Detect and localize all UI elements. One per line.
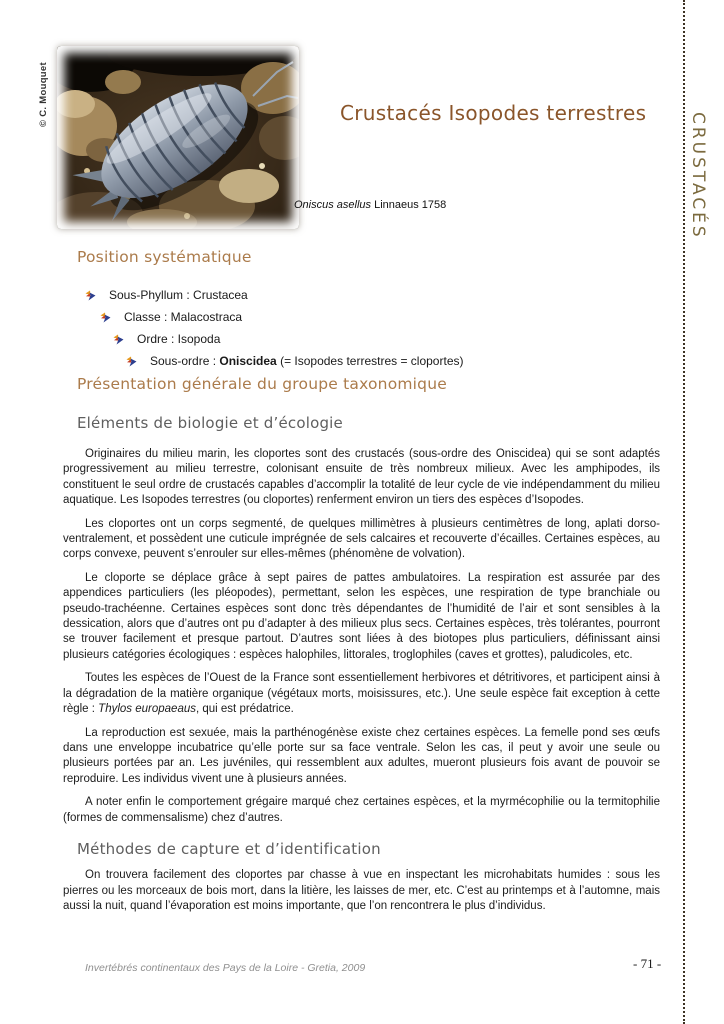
woodlouse-photo-art [57,46,299,229]
paragraph-morphologie: Les cloportes ont un corps segmenté, de quelques millimètres à plusieurs centimètres de long, aplati dorso-ventralement, et possèdent une cuticule imprégnée de sels calcaires et recouverte d’écailles. Certaines espèces, au corps convexe, peuvent s’enrouler sur elles-mêmes (phénomène de volvation). [63,517,660,561]
chapter-side-tab-label: CRUSTACÉS [688,112,708,240]
species-author: Linnaeus 1758 [371,199,447,211]
taxonomy-item-label: Sous-ordre : Oniscidea (= Isopodes terrestres = cloportes) [150,354,464,368]
paragraph-capture: On trouvera facilement des cloportes par chasse à vue en inspectant les microhabitats humides : sous les pierres ou les morceaux de bois mort, dans la litière, les laisses de mer, etc. C’est au printemps et à l’automne, mais aussi la nuit, quand l’évaporation est moins importante, que l’on rencontrera le plus d’individus. [63,869,660,913]
page-title: Crustacés Isopodes terrestres [340,101,647,125]
taxonomy-item-classe [100,306,463,328]
section-heading-methodes-capture: Méthodes de capture et d’identification [77,839,381,858]
arrow-bullet-icon [113,334,124,345]
taxonomy-item-label: Sous-Phyllum : Crustacea [109,288,248,302]
taxonomy-item-label: Classe : Malacostraca [124,310,243,324]
species-name-italic: Thylos europaeaus [98,703,196,716]
section-heading-elements-biologie: Eléments de biologie et d’écologie [77,414,343,432]
taxonomy-item-ordre [113,328,463,350]
footer-page-number: - 71 - [633,956,662,971]
footer-source: Invertébrés continentaux des Pays de la Loire - Gretia, 2009 [85,962,366,974]
taxonomy-item-sous-ordre [126,350,463,372]
paragraph-reproduction: La reproduction est sexuée, mais la parthénogénèse existe chez certaines espèces. La femelle pond ses œufs dans une enveloppe incubatrice qu’elle porte sur sa face ventrale. Selon les cas, il peut y avoir une seule ou plusieurs portées par an. Les juvéniles, qui ressemblent aux adultes, mueront plusieurs fois avant de pouvoir se reproduire. Les individus vivent une à plusieurs années. [63,726,660,785]
taxonomy-list [85,284,463,372]
species-name: Oniscus asellus [294,199,372,211]
woodlouse-photo [57,46,299,229]
paragraph-comportement: A noter enfin le comportement grégaire marqué chez certaines espèces, et la myrmécophilie ou la termitophilie (formes de commensalisme) chez d’autres. [63,796,660,824]
body-text-column [63,447,660,923]
section-heading-presentation: Présentation générale du groupe taxonomique [77,375,447,393]
paragraph-regime-alimentaire: Toutes les espèces de l’Ouest de la France sont essentiellement herbivores et détritivores, et participent ainsi à la dégradation de la matière organique (végétaux morts, moisissures, etc.). Une seule espèce fait exception à cette règle : Thylos europaeaus, qui est prédatrice. [63,672,660,716]
photo-caption [294,199,446,211]
paragraph-locomotion-respiration: Le cloporte se déplace grâce à sept paires de pattes ambulatoires. La respiration est assurée par des appendices particuliers (les pléopodes), permettant, selon les espèces, une respiration de type branchiale ou pseudo-trachéenne. Certaines espèces sont donc très dépendantes de l’humidité de l’air et sont sensibles à la dessication, alors que d’autres ont pu d’adapter à des milieux plus secs. Certaines espèces, très tolérantes, pourront se trouver facilement et presque partout. D’autres sont liées à des biotopes plus particuliers, définissant ainsi plusieurs catégories écologiques : espèces halophiles, littorales, troglophiles (caves et grottes), paludicoles, etc. [63,571,660,661]
arrow-bullet-icon [100,312,111,323]
section-heading-position-systematique: Position systématique [77,248,252,266]
right-dotted-border [683,0,685,1024]
arrow-bullet-icon [85,290,96,301]
paragraph-origines: Originaires du milieu marin, les cloportes sont des crustacés (sous-ordre des Oniscidea) qui se sont adaptés progressivement au milieu terrestre, colonisant ensuite de très nombreux milieux. Avec les amphipodes, ils constituent le seul ordre de crustacés capables d’accomplir la totalité de leur cycle de vie indépendamment du milieu aquatique. Les Isopodes terrestres (ou cloportes) renferment environ un tiers des espèces d’Isopodes. [63,448,660,507]
photo-credit: © C. Mouquet [38,62,49,127]
arrow-bullet-icon [126,356,137,367]
taxonomy-item-sous-phyllum [85,284,463,306]
taxonomy-item-label: Ordre : Isopoda [137,332,221,346]
